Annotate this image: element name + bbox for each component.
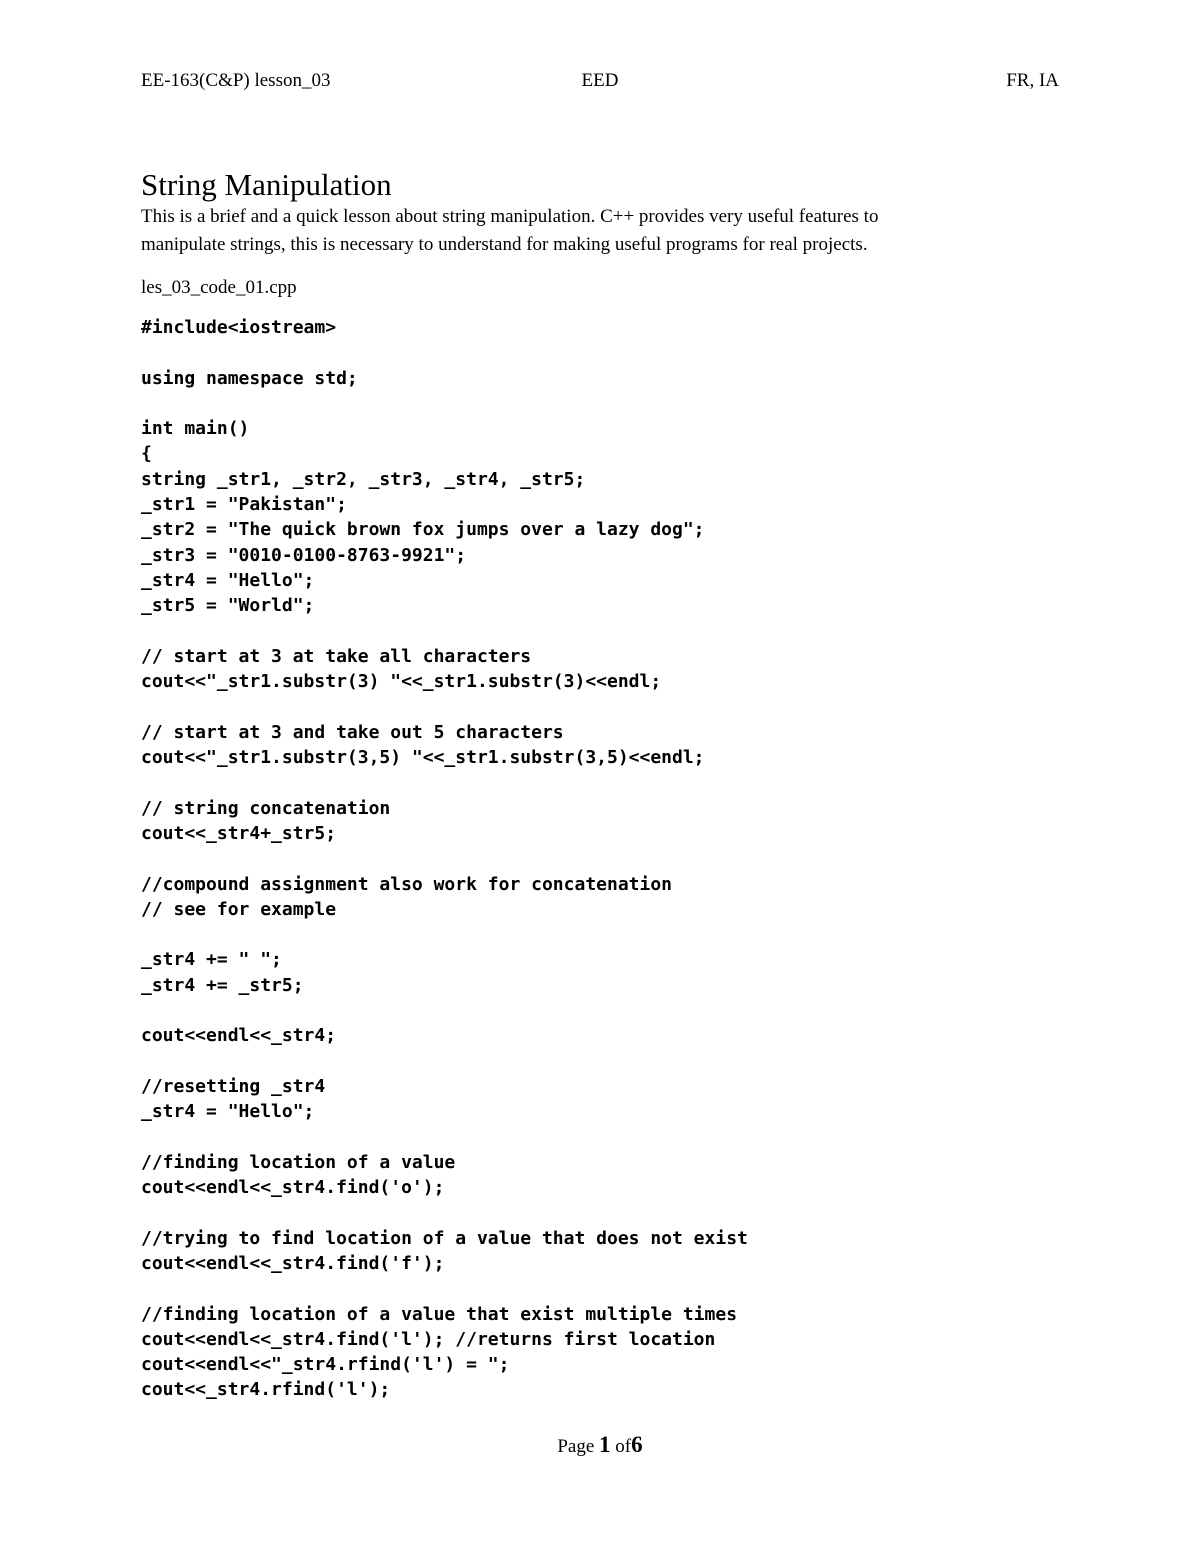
code-line: cout<<endl<<_str4.find('l'); //returns first location	[141, 1328, 716, 1350]
code-line: // string concatenation	[141, 797, 391, 819]
code-line: {	[141, 443, 152, 465]
code-line: int main()	[141, 418, 250, 440]
code-line: cout<<endl<<_str4.find('f');	[141, 1252, 445, 1274]
code-line: string _str1, _str2, _str3, _str4, _str5;	[141, 468, 586, 490]
code-line: cout<<"_str1.substr(3) "<<_str1.substr(3)<<endl;	[141, 671, 662, 693]
code-line	[141, 846, 1081, 871]
code-line: #include<iostream>	[141, 317, 337, 338]
code-line: //finding location of a value	[141, 1151, 456, 1173]
header-course-code: EE-163(C&P) lesson_03	[141, 70, 331, 91]
intro-paragraph	[141, 203, 1041, 259]
code-line: cout<<"_str1.substr(3,5) "<<_str1.substr(3,5)<<endl;	[141, 747, 705, 769]
code-line	[141, 340, 1081, 365]
current-page-number: 1	[599, 1432, 611, 1457]
code-line: //finding location of a value that exist multiple times	[141, 1303, 738, 1325]
code-line: _str3 = "0010-0100-8763-9921";	[141, 544, 467, 566]
code-line: _str4 = "Hello";	[141, 1101, 315, 1123]
code-line	[141, 1049, 1081, 1074]
header-authors: FR, IA	[1006, 70, 1059, 91]
of-label: of	[615, 1436, 632, 1457]
code-line	[141, 770, 1081, 795]
code-line	[141, 922, 1081, 947]
code-line: using namespace std;	[141, 367, 358, 389]
code-line: cout<<endl<<_str4;	[141, 1025, 337, 1047]
page-label: Page	[557, 1436, 595, 1457]
code-block	[141, 315, 1081, 1403]
header-department: EED	[581, 70, 619, 91]
intro-line: This is a brief and a quick lesson about string manipulation. C++ provides very useful features to	[141, 206, 879, 227]
code-line	[141, 998, 1081, 1023]
code-line: _str2 = "The quick brown fox jumps over a lazy dog";	[141, 519, 705, 541]
code-line	[141, 1125, 1081, 1150]
code-line: // start at 3 at take all characters	[141, 645, 532, 667]
code-line: _str4 += " ";	[141, 949, 282, 971]
code-line: cout<<endl<<_str4.find('o');	[141, 1177, 445, 1199]
code-line: _str1 = "Pakistan";	[141, 494, 347, 516]
code-line: cout<<_str4+_str5;	[141, 822, 337, 844]
code-line: _str5 = "World";	[141, 595, 315, 617]
total-pages-number: 6	[631, 1432, 643, 1457]
code-line: //trying to find location of a value that does not exist	[141, 1227, 748, 1249]
code-line: //compound assignment also work for concatenation	[141, 873, 673, 895]
intro-line: manipulate strings, this is necessary to understand for making useful programs for real projects.	[141, 234, 868, 255]
code-line	[141, 1276, 1081, 1301]
code-line: cout<<endl<<"_str4.rfind('l') = ";	[141, 1354, 510, 1376]
code-line	[141, 1200, 1081, 1225]
code-line	[141, 391, 1081, 416]
code-line	[141, 694, 1081, 719]
code-filename: les_03_code_01.cpp	[141, 277, 297, 298]
code-line	[141, 619, 1081, 644]
code-line: _str4 = "Hello";	[141, 569, 315, 591]
code-line: cout<<_str4.rfind('l');	[141, 1379, 391, 1401]
page-footer	[0, 1431, 1200, 1461]
page-header	[141, 70, 1059, 100]
code-line: // see for example	[141, 898, 337, 920]
code-line: _str4 += _str5;	[141, 974, 304, 996]
document-title: String Manipulation	[141, 167, 392, 202]
code-line: //resetting _str4	[141, 1075, 326, 1097]
code-line: // start at 3 and take out 5 characters	[141, 721, 564, 743]
